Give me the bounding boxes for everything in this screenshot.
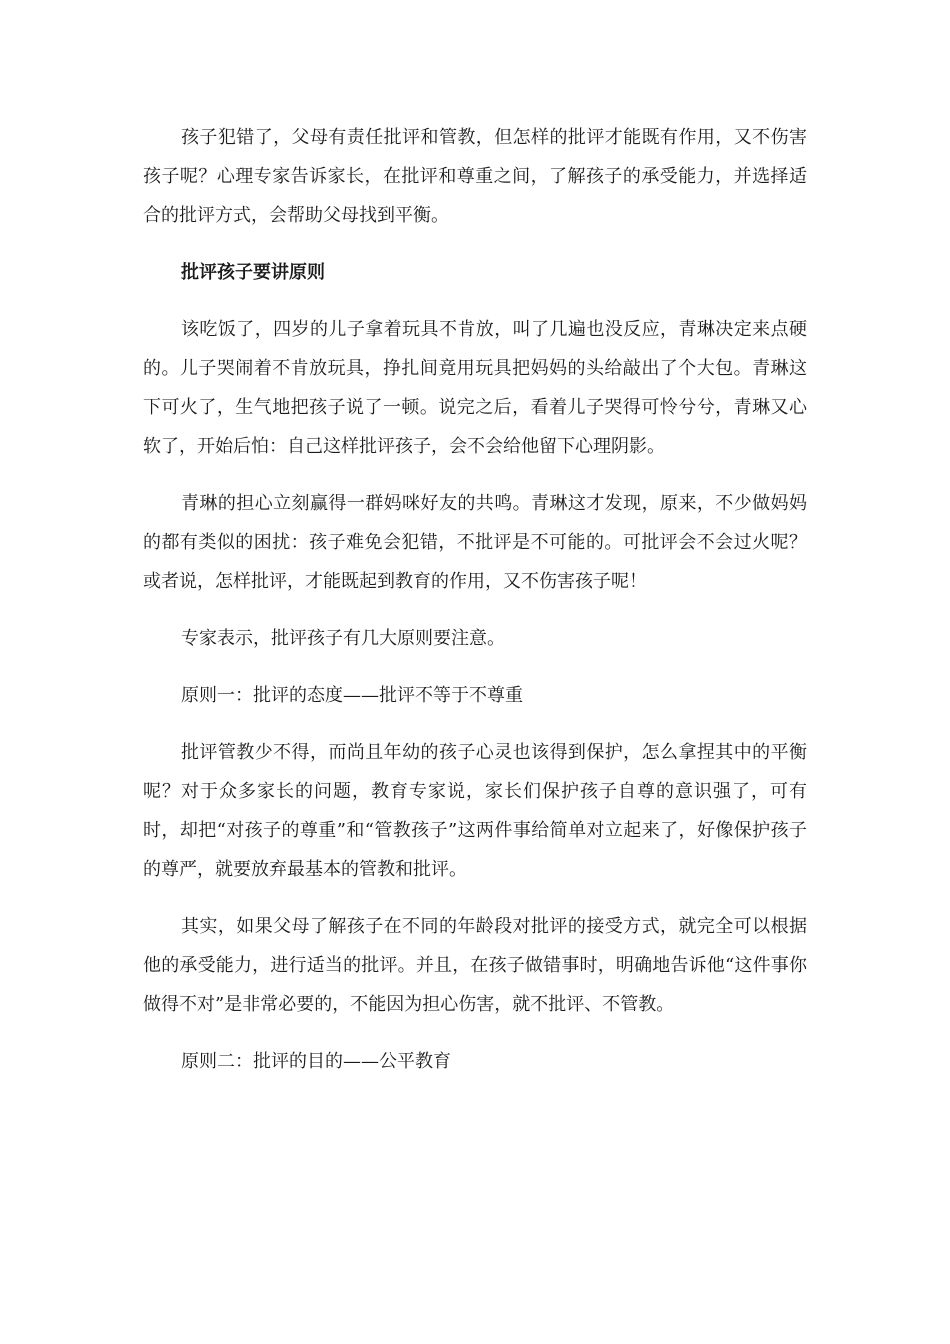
paragraph-spacer — [143, 292, 807, 310]
story-paragraph: 该吃饭了，四岁的儿子拿着玩具不肯放，叫了几遍也没反应，青琳决定来点硬的。儿子哭闹着不肯放玩具，挣扎间竟用玩具把妈妈的头给敲出了个大包。青琳这下可火了，生气地把孩子说了一顿。说完之后，看着儿子哭得可怜兮兮，青琳又心软了，开始后怕：自己这样批评孩子，会不会给他留下心理阴影。 — [143, 319, 807, 457]
paragraph-spacer — [143, 235, 807, 253]
paragraph-spacer — [143, 889, 807, 907]
expert-paragraph: 专家表示，批评孩子有几大原则要注意。 — [181, 628, 505, 649]
principle-two-title: 原则二：批评的目的——公平教育 — [181, 1051, 451, 1072]
principle-one-followup: 其实，如果父母了解孩子在不同的年龄段对批评的接受方式，就完全可以根据他的承受能力，进行适当的批评。并且，在孩子做错事时，明确地告诉他“这件事你做得不对”是非常必要的，不能因为担心伤害，就不批评、不管教。 — [143, 916, 807, 1015]
section-heading: 批评孩子要讲原则 — [181, 262, 325, 283]
paragraph-spacer — [143, 1024, 807, 1042]
document-body — [143, 118, 807, 1081]
paragraph-spacer — [143, 715, 807, 733]
principle-one-title: 原则一：批评的态度——批评不等于不尊重 — [181, 685, 523, 706]
paragraph-spacer — [143, 466, 807, 484]
principle-one-paragraph: 批评管教少不得，而尚且年幼的孩子心灵也该得到保护，怎么拿捏其中的平衡呢？对于众多家长的问题，教育专家说，家长们保护孩子自尊的意识强了，可有时，却把“对孩子的尊重”和“管教孩子”这两件事给简单对立起来了，好像保护孩子的尊严，就要放弃最基本的管教和批评。 — [143, 742, 807, 880]
intro-paragraph: 孩子犯错了，父母有责任批评和管教，但怎样的批评才能既有作用，又不伤害孩子呢？心理专家告诉家长，在批评和尊重之间，了解孩子的承受能力，并选择适合的批评方式，会帮助父母找到平衡。 — [143, 127, 807, 226]
paragraph-spacer — [143, 658, 807, 676]
paragraph-spacer — [143, 601, 807, 619]
concern-paragraph: 青琳的担心立刻赢得一群妈咪好友的共鸣。青琳这才发现，原来，不少做妈妈的都有类似的困扰：孩子难免会犯错，不批评是不可能的。可批评会不会过火呢？或者说，怎样批评，才能既起到教育的作用，又不伤害孩子呢！ — [143, 493, 807, 592]
